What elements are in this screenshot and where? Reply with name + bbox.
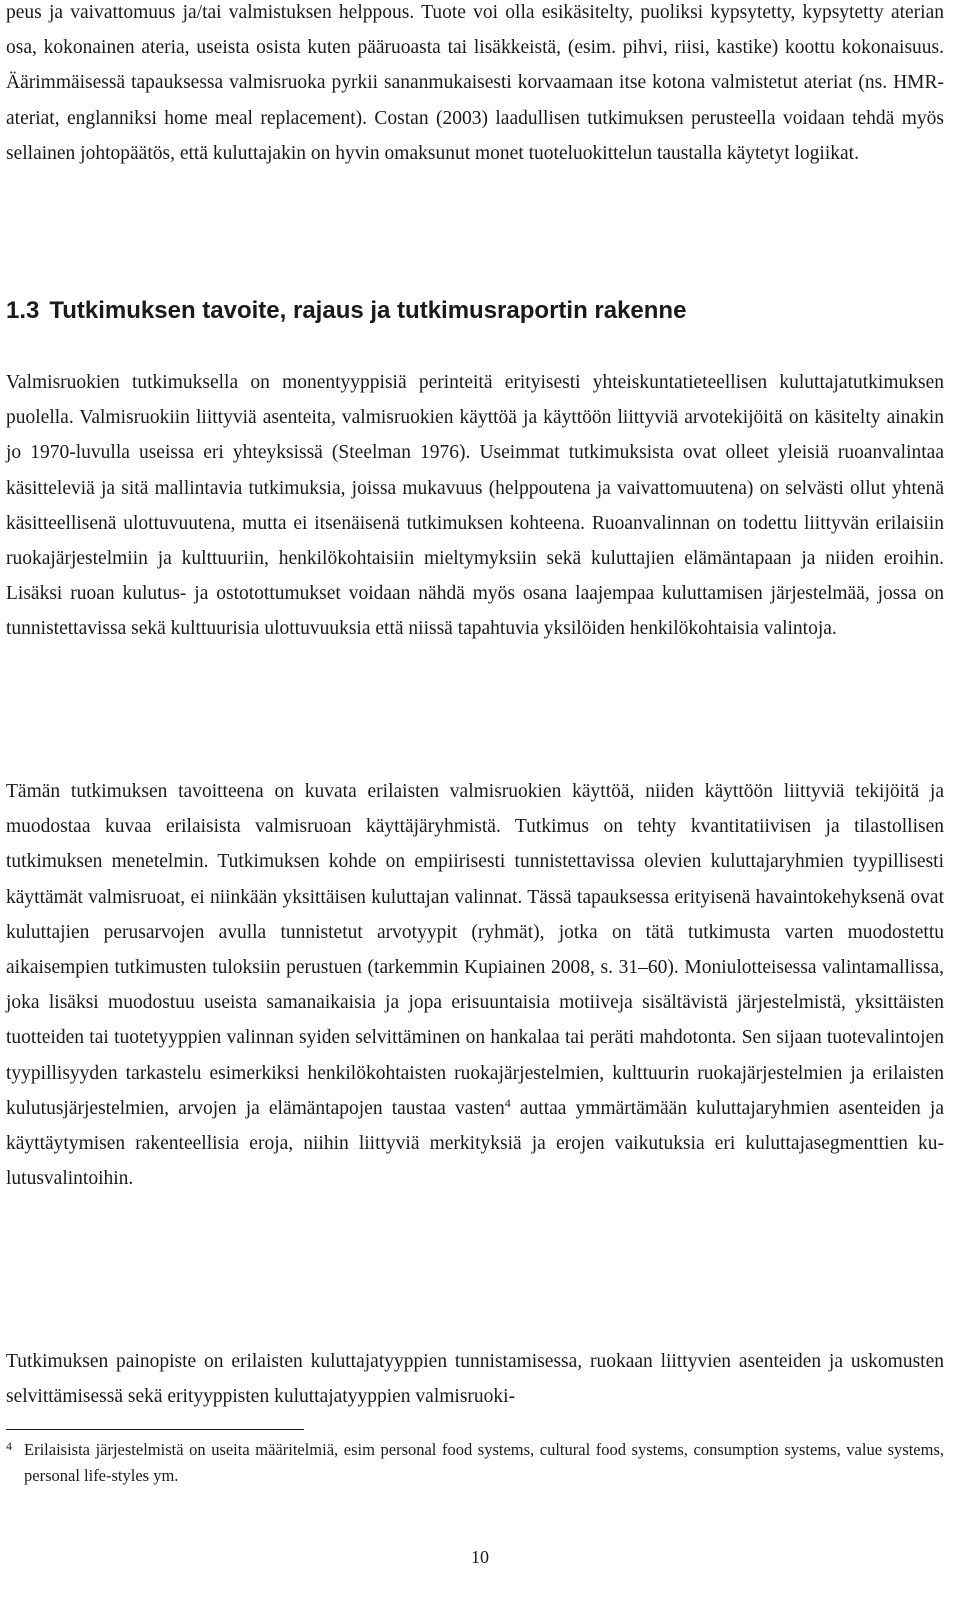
paragraph-text-before-note: Tämän tutkimuksen tavoitteena on kuvata erilaisten valmisruokien käyttöä, niiden käyttöön liittyviä tekijöitä ja muodostaa kuvaa erilaisista valmisruoan käyttäjäryhmistä. Tutkimus on tehty kvantitatiivisen ja tilastollisen tutkimuksen menetelmin. Tutkimuksen kohde on empiirisesti tunnistettavissa olevien kuluttajaryhmien tyypillisesti käyttämät valmisruoat, ei niinkään yksittäisen kuluttajan valinnat. Tässä tapauksessa erityisenä havaintokehyksenä ovat kuluttajien perusarvojen avulla tunnistetut arvotyypit (ryhmät), jotka on tätä tutkimusta varten muodostettu aikaisempien tutkimusten tuloksiin perustuen (tarkemmin Kupiainen 2008, s. 31–60). Moniulotteisessa valintamallissa, joka lisäksi muodostuu useista samanaikaisia ja jopa erisuuntaisia motiiveja sisältävistä järjestelmistä, yksittäisten tuotteiden tai tuotetyyppien valinnan syiden selvittäminen on hankalaa tai peräti mahdotonta. Sen sijaan tuotevalintojen tyypillisyyden tarkastelu esimerkiksi henkilökohtaisten ruokajärjestelmien, kulttuurin ruokajärjestelmien ja erilaisten kulutusjärjestelmien, arvojen ja elämäntapojen taustaa vasten (6, 781, 944, 1119)
footnote-marker: 4 (6, 1439, 12, 1453)
footnote (6, 1437, 944, 1489)
footnote-text: Erilaisista järjestelmistä on useita määritelmiä, esim personal food systems, cultural food systems, consumption systems, value systems, personal life-styles ym. (24, 1440, 944, 1485)
paragraph-research-background: Valmisruokien tutkimuksella on monentyyppisiä perinteitä erityisesti yhteiskuntatieteellisen kuluttajatutkimuksen puolella. Valmisruokiin liittyviä asenteita, valmisruokien käyttöä ja käyttöön liittyviä arvotekijöitä on käsitelty ainakin jo 1970-luvulla useissa eri yhteyksissä (Steelman 1976). Useimmat tutkimuksista ovat olleet yleisiä ruoanvalintaa käsitteleviä ja sitä mallintavia tutkimuksia, joissa mukavuus (helppoutena ja vaivattomuutena) on selvästi ollut yhtenä käsitteellisenä ulottuvuutena, mutta ei itsenäisenä tutkimuksen kohteena. Ruoanvalinnan on todettu liittyvän erilaisiin ruokajärjestelmiin ja kulttuuriin, henkilökohtaisiin mieltymyksiin sekä kuluttajien elämäntapaan ja niiden eroihin. Lisäksi ruoan kulutus- ja ostotottumukset voidaan nähdä myös osana laajempaa kuluttamisen järjestelmää, jossa on tunnistettavissa sekä kulttuurisia ulottuvuuksia että niissä tapahtuvia yksilöiden henkilökohtaisia valintoja. (6, 372, 944, 640)
section-number: 1.3 (6, 297, 40, 324)
section-heading (6, 293, 686, 329)
paragraph-text-after-note: auttaa ymmärtämään kuluttajaryhmien asenteiden ja käyttäytymisen rakenteellisia eroja, niihin liittyviä merkityksiä ja erojen vaikutuksia eri kuluttajasegmenttien kulutusvalintoihin. (6, 1097, 944, 1190)
paragraph-intro-continuation: peus ja vaivattomuus ja/tai valmistuksen helppous. Tuote voi olla esikäsitelty, puoliksi kypsytetty, kypsytetty aterian osa, kokonainen ateria, useista osista kuten pääruoasta tai lisäkkeistä, (esim. pihvi, riisi, kastike) koottu kokonaisuus. Äärimmäisessä tapauksessa valmisruoka pyrkii sananmukaisesti korvaamaan itse kotona valmistetut ateriat (ns. HMR-ateriat, englanniksi home meal replacement). Costan (2003) laadullisen tutkimuksen perusteella voidaan tehdä myös sellainen johtopäätös, että kuluttajakin on hyvin omaksunut monet tuoteluokittelun taustalla käytetyt logiikat. (6, 2, 944, 164)
footnote-divider (6, 1429, 304, 1430)
paragraph-research-aim (6, 774, 944, 1196)
paragraph-research-focus: Tutkimuksen painopiste on erilaisten kuluttajatyyppien tunnistamisessa, ruokaan liittyvien asenteiden ja uskomusten selvittämisessä sekä erityyppisten kuluttajatyyppien valmisruoki- (6, 1351, 944, 1408)
page-number: 10 (471, 1547, 489, 1567)
section-title: Tutkimuksen tavoite, rajaus ja tutkimusraportin rakenne (49, 297, 687, 324)
footnote-reference[interactable]: 4 (504, 1095, 511, 1110)
